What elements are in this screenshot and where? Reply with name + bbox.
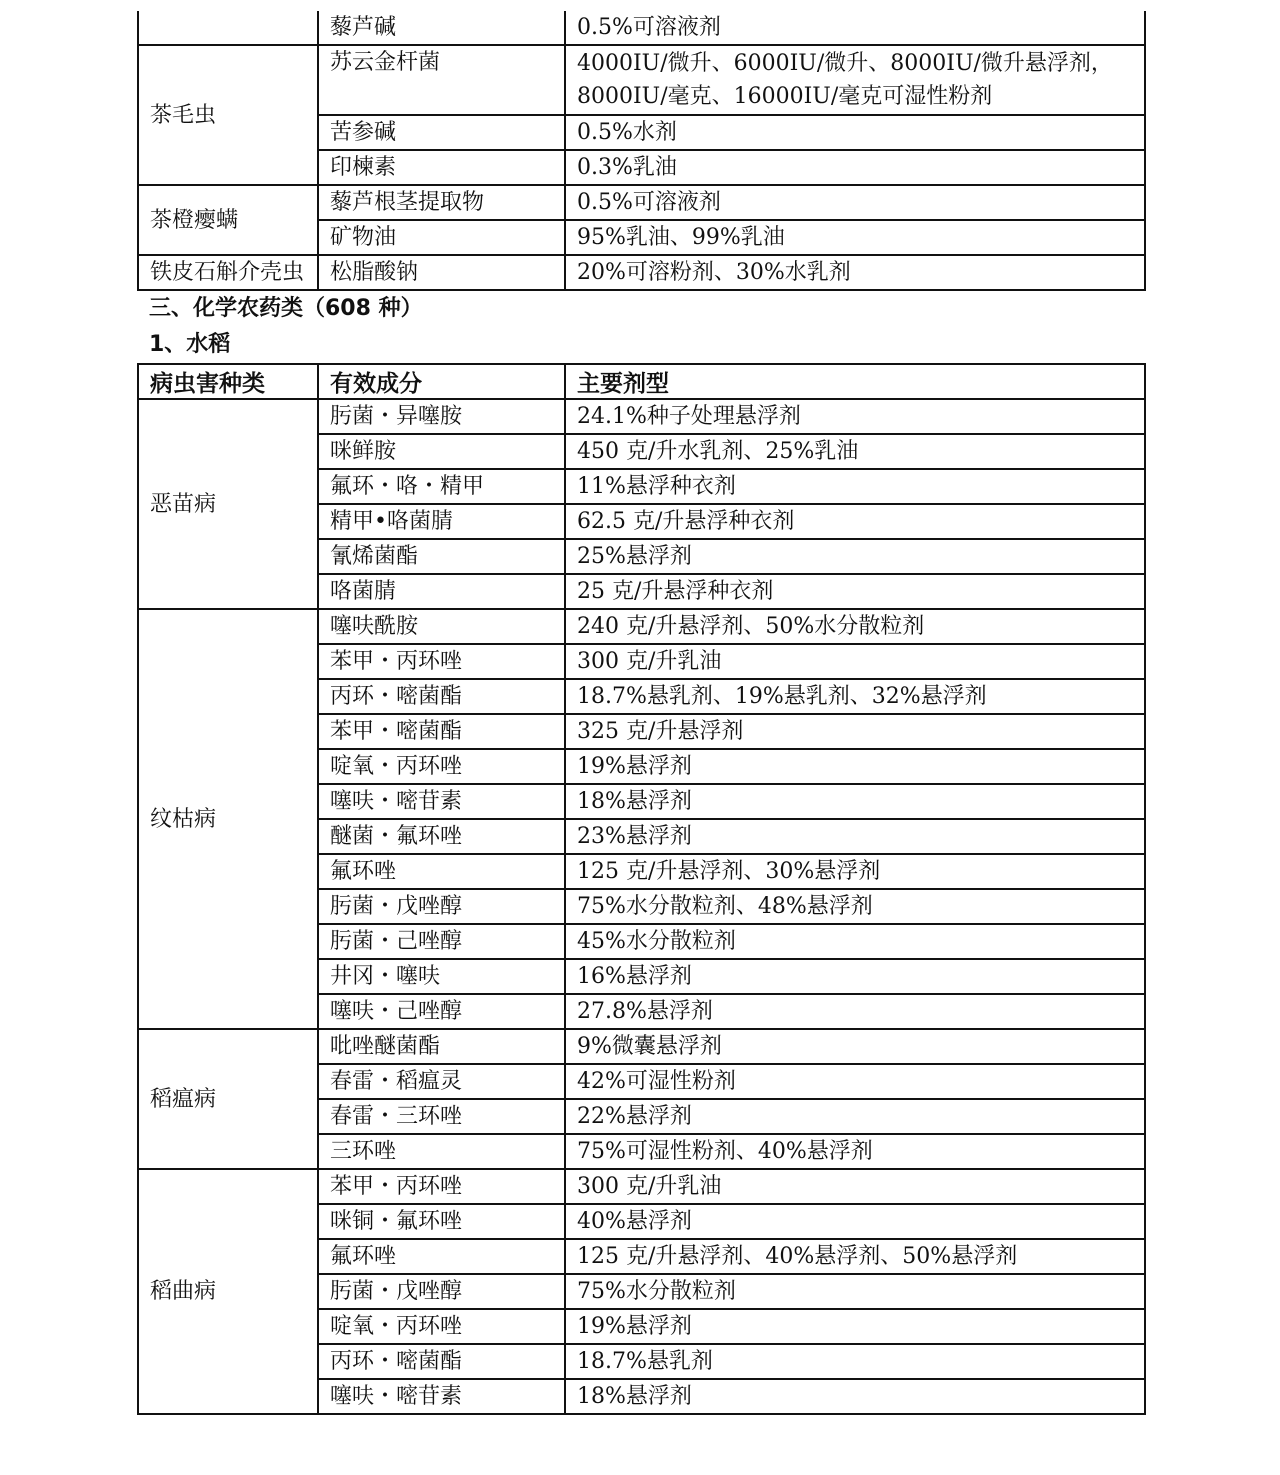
ingredient-cell: 矿物油 bbox=[318, 220, 565, 255]
ingredient-cell: 肟菌・戊唑醇 bbox=[318, 889, 565, 924]
ingredient-cell: 啶氧・丙环唑 bbox=[318, 1309, 565, 1344]
pest-cell bbox=[138, 11, 318, 45]
formulation-cell: 450 克/升水乳剂、25%乳油 bbox=[565, 434, 1145, 469]
table-row bbox=[138, 609, 1145, 644]
ingredient-cell: 肟菌・戊唑醇 bbox=[318, 1274, 565, 1309]
formulation-cell: 42%可湿性粉剂 bbox=[565, 1064, 1145, 1099]
ingredient-cell: 肟菌・己唑醇 bbox=[318, 924, 565, 959]
ingredient-cell: 藜芦碱 bbox=[318, 11, 565, 45]
ingredient-cell: 丙环・嘧菌酯 bbox=[318, 1344, 565, 1379]
formulation-cell: 22%悬浮剂 bbox=[565, 1099, 1145, 1134]
formulation-cell: 300 克/升乳油 bbox=[565, 644, 1145, 679]
formulation-cell: 19%悬浮剂 bbox=[565, 1309, 1145, 1344]
section-heading: 三、化学农药类（608 种） bbox=[149, 296, 423, 321]
pest-cell: 茶橙瘿螨 bbox=[138, 185, 318, 255]
formulation-cell: 24.1%种子处理悬浮剂 bbox=[565, 399, 1145, 434]
ingredient-cell: 咪铜・氟环唑 bbox=[318, 1204, 565, 1239]
table-row bbox=[138, 1169, 1145, 1204]
document-page bbox=[137, 11, 1144, 1415]
ingredient-cell: 精甲•咯菌腈 bbox=[318, 504, 565, 539]
pest-cell: 稻瘟病 bbox=[138, 1029, 318, 1169]
ingredient-cell: 噻呋・嘧苷素 bbox=[318, 1379, 565, 1414]
formulation-cell: 18.7%悬乳剂 bbox=[565, 1344, 1145, 1379]
top-pesticide-table bbox=[137, 11, 1146, 291]
pest-cell: 铁皮石斛介壳虫 bbox=[138, 255, 318, 290]
ingredient-cell: 丙环・嘧菌酯 bbox=[318, 679, 565, 714]
ingredient-cell: 井冈・噻呋 bbox=[318, 959, 565, 994]
formulation-cell: 240 克/升悬浮剂、50%水分散粒剂 bbox=[565, 609, 1145, 644]
formulation-cell: 16%悬浮剂 bbox=[565, 959, 1145, 994]
table-row bbox=[138, 11, 1145, 45]
formulation-cell: 62.5 克/升悬浮种衣剂 bbox=[565, 504, 1145, 539]
formulation-cell: 125 克/升悬浮剂、30%悬浮剂 bbox=[565, 854, 1145, 889]
formulation-cell: 18%悬浮剂 bbox=[565, 1379, 1145, 1414]
formulation-cell: 25%悬浮剂 bbox=[565, 539, 1145, 574]
formulation-cell: 40%悬浮剂 bbox=[565, 1204, 1145, 1239]
ingredient-cell: 氟环・咯・精甲 bbox=[318, 469, 565, 504]
ingredient-cell: 印楝素 bbox=[318, 150, 565, 185]
header-ingredient: 有效成分 bbox=[318, 364, 565, 399]
formulation-cell: 27.8%悬浮剂 bbox=[565, 994, 1145, 1029]
ingredient-cell: 氰烯菌酯 bbox=[318, 539, 565, 574]
formulation-cell: 0.5%可溶液剂 bbox=[565, 11, 1145, 45]
formulation-cell: 19%悬浮剂 bbox=[565, 749, 1145, 784]
ingredient-cell: 苏云金杆菌 bbox=[318, 45, 565, 115]
ingredient-cell: 吡唑醚菌酯 bbox=[318, 1029, 565, 1064]
formulation-cell: 9%微囊悬浮剂 bbox=[565, 1029, 1145, 1064]
ingredient-cell: 咪鲜胺 bbox=[318, 434, 565, 469]
pest-cell: 茶毛虫 bbox=[138, 45, 318, 185]
table-header-row bbox=[138, 364, 1145, 399]
formulation-cell: 75%水分散粒剂、48%悬浮剂 bbox=[565, 889, 1145, 924]
ingredient-cell: 咯菌腈 bbox=[318, 574, 565, 609]
formulation-cell: 18.7%悬乳剂、19%悬乳剂、32%悬浮剂 bbox=[565, 679, 1145, 714]
formulation-cell: 325 克/升悬浮剂 bbox=[565, 714, 1145, 749]
ingredient-cell: 噻呋・嘧苷素 bbox=[318, 784, 565, 819]
formulation-cell: 0.3%乳油 bbox=[565, 150, 1145, 185]
table-row bbox=[138, 1029, 1145, 1064]
formulation-cell: 300 克/升乳油 bbox=[565, 1169, 1145, 1204]
formulation-cell: 75%可湿性粉剂、40%悬浮剂 bbox=[565, 1134, 1145, 1169]
ingredient-cell: 松脂酸钠 bbox=[318, 255, 565, 290]
ingredient-cell: 噻呋酰胺 bbox=[318, 609, 565, 644]
table-row bbox=[138, 45, 1145, 115]
formulation-cell: 4000IU/微升、6000IU/微升、8000IU/微升悬浮剂，8000IU/毫克、16000IU/毫克可湿性粉剂 bbox=[565, 45, 1145, 115]
formulation-cell: 11%悬浮种衣剂 bbox=[565, 469, 1145, 504]
ingredient-cell: 苯甲・丙环唑 bbox=[318, 644, 565, 679]
formulation-cell: 25 克/升悬浮种衣剂 bbox=[565, 574, 1145, 609]
pest-cell: 稻曲病 bbox=[138, 1169, 318, 1414]
ingredient-cell: 氟环唑 bbox=[318, 854, 565, 889]
table-row bbox=[138, 185, 1145, 220]
rice-pesticide-table bbox=[137, 363, 1146, 1415]
ingredient-cell: 肟菌・异噻胺 bbox=[318, 399, 565, 434]
table-row bbox=[138, 399, 1145, 434]
ingredient-cell: 氟环唑 bbox=[318, 1239, 565, 1274]
ingredient-cell: 藜芦根茎提取物 bbox=[318, 185, 565, 220]
table-row bbox=[138, 255, 1145, 290]
formulation-cell: 20%可溶粉剂、30%水乳剂 bbox=[565, 255, 1145, 290]
formulation-cell: 125 克/升悬浮剂、40%悬浮剂、50%悬浮剂 bbox=[565, 1239, 1145, 1274]
pest-cell: 恶苗病 bbox=[138, 399, 318, 609]
ingredient-cell: 苦参碱 bbox=[318, 115, 565, 150]
ingredient-cell: 啶氧・丙环唑 bbox=[318, 749, 565, 784]
formulation-cell: 23%悬浮剂 bbox=[565, 819, 1145, 854]
formulation-cell: 0.5%水剂 bbox=[565, 115, 1145, 150]
ingredient-cell: 春雷・三环唑 bbox=[318, 1099, 565, 1134]
subsection-heading: 1、水稻 bbox=[149, 332, 231, 357]
formulation-cell: 95%乳油、99%乳油 bbox=[565, 220, 1145, 255]
formulation-cell: 45%水分散粒剂 bbox=[565, 924, 1145, 959]
header-pest: 病虫害种类 bbox=[138, 364, 318, 399]
ingredient-cell: 醚菌・氟环唑 bbox=[318, 819, 565, 854]
formulation-cell: 0.5%可溶液剂 bbox=[565, 185, 1145, 220]
ingredient-cell: 噻呋・己唑醇 bbox=[318, 994, 565, 1029]
formulation-cell: 18%悬浮剂 bbox=[565, 784, 1145, 819]
ingredient-cell: 春雷・稻瘟灵 bbox=[318, 1064, 565, 1099]
ingredient-cell: 苯甲・丙环唑 bbox=[318, 1169, 565, 1204]
ingredient-cell: 苯甲・嘧菌酯 bbox=[318, 714, 565, 749]
header-formulation: 主要剂型 bbox=[565, 364, 1145, 399]
formulation-cell: 75%水分散粒剂 bbox=[565, 1274, 1145, 1309]
ingredient-cell: 三环唑 bbox=[318, 1134, 565, 1169]
pest-cell: 纹枯病 bbox=[138, 609, 318, 1029]
